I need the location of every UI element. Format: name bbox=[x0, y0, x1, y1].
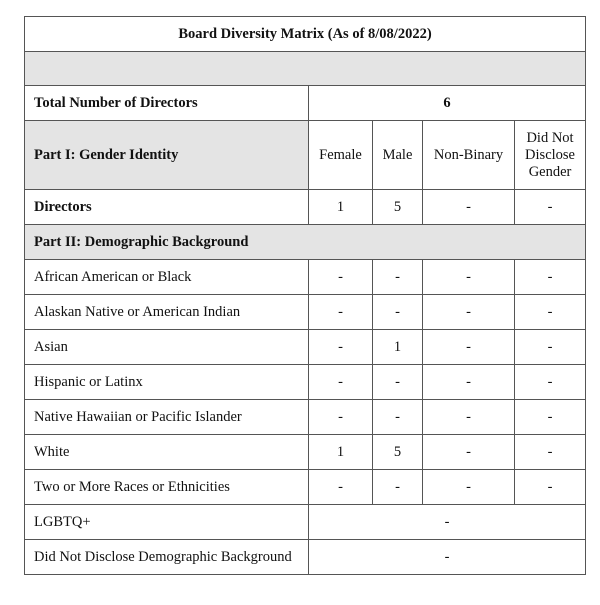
cell-male: - bbox=[373, 470, 423, 505]
cell-did-not-disclose: - bbox=[515, 295, 586, 330]
table-row bbox=[25, 260, 586, 295]
lgbtq-label: LGBTQ+ bbox=[25, 505, 309, 540]
row-label: Alaskan Native or American Indian bbox=[25, 295, 309, 330]
lgbtq-row bbox=[25, 505, 586, 540]
row-label: White bbox=[25, 435, 309, 470]
cell-female: - bbox=[309, 365, 373, 400]
column-header-non-binary: Non-Binary bbox=[423, 121, 515, 190]
cell-non-binary: - bbox=[423, 400, 515, 435]
lgbtq-value: - bbox=[309, 505, 586, 540]
column-header-did-not-disclose: Did Not Disclose Gender bbox=[515, 121, 586, 190]
gender-identity-header-row bbox=[25, 121, 586, 190]
cell-did-not-disclose: - bbox=[515, 435, 586, 470]
cell-male: - bbox=[373, 400, 423, 435]
directors-row bbox=[25, 190, 586, 225]
cell-did-not-disclose: - bbox=[515, 365, 586, 400]
blank-shaded-cell bbox=[25, 52, 586, 86]
directors-male: 5 bbox=[373, 190, 423, 225]
cell-non-binary: - bbox=[423, 365, 515, 400]
row-label: Native Hawaiian or Pacific Islander bbox=[25, 400, 309, 435]
directors-non-binary: - bbox=[423, 190, 515, 225]
directors-did-not-disclose: - bbox=[515, 190, 586, 225]
table-row bbox=[25, 470, 586, 505]
cell-non-binary: - bbox=[423, 470, 515, 505]
cell-male: - bbox=[373, 260, 423, 295]
cell-non-binary: - bbox=[423, 295, 515, 330]
title-row bbox=[25, 17, 586, 52]
directors-female: 1 bbox=[309, 190, 373, 225]
total-directors-label: Total Number of Directors bbox=[25, 86, 309, 121]
row-label: African American or Black bbox=[25, 260, 309, 295]
cell-male: 5 bbox=[373, 435, 423, 470]
table-row bbox=[25, 435, 586, 470]
total-directors-value: 6 bbox=[309, 86, 586, 121]
cell-male: 1 bbox=[373, 330, 423, 365]
cell-non-binary: - bbox=[423, 260, 515, 295]
cell-female: - bbox=[309, 400, 373, 435]
table-row bbox=[25, 295, 586, 330]
directors-label: Directors bbox=[25, 190, 309, 225]
cell-female: - bbox=[309, 330, 373, 365]
undisclosed-label: Did Not Disclose Demographic Background bbox=[25, 540, 309, 575]
total-directors-row bbox=[25, 86, 586, 121]
table-row bbox=[25, 400, 586, 435]
cell-did-not-disclose: - bbox=[515, 470, 586, 505]
column-header-male: Male bbox=[373, 121, 423, 190]
cell-did-not-disclose: - bbox=[515, 330, 586, 365]
blank-shaded-row bbox=[25, 52, 586, 86]
cell-female: - bbox=[309, 470, 373, 505]
column-header-female: Female bbox=[309, 121, 373, 190]
cell-did-not-disclose: - bbox=[515, 260, 586, 295]
table-row bbox=[25, 365, 586, 400]
board-diversity-matrix-table bbox=[24, 16, 586, 575]
row-label: Asian bbox=[25, 330, 309, 365]
cell-non-binary: - bbox=[423, 330, 515, 365]
part1-label: Part I: Gender Identity bbox=[25, 121, 309, 190]
cell-did-not-disclose: - bbox=[515, 400, 586, 435]
cell-female: - bbox=[309, 295, 373, 330]
cell-male: - bbox=[373, 365, 423, 400]
table-row bbox=[25, 330, 586, 365]
cell-male: - bbox=[373, 295, 423, 330]
part2-label: Part II: Demographic Background bbox=[25, 225, 586, 260]
row-label: Hispanic or Latinx bbox=[25, 365, 309, 400]
cell-non-binary: - bbox=[423, 435, 515, 470]
undisclosed-row bbox=[25, 540, 586, 575]
undisclosed-value: - bbox=[309, 540, 586, 575]
matrix-title: Board Diversity Matrix (As of 8/08/2022) bbox=[25, 17, 586, 52]
cell-female: - bbox=[309, 260, 373, 295]
row-label: Two or More Races or Ethnicities bbox=[25, 470, 309, 505]
cell-female: 1 bbox=[309, 435, 373, 470]
part2-header-row bbox=[25, 225, 586, 260]
